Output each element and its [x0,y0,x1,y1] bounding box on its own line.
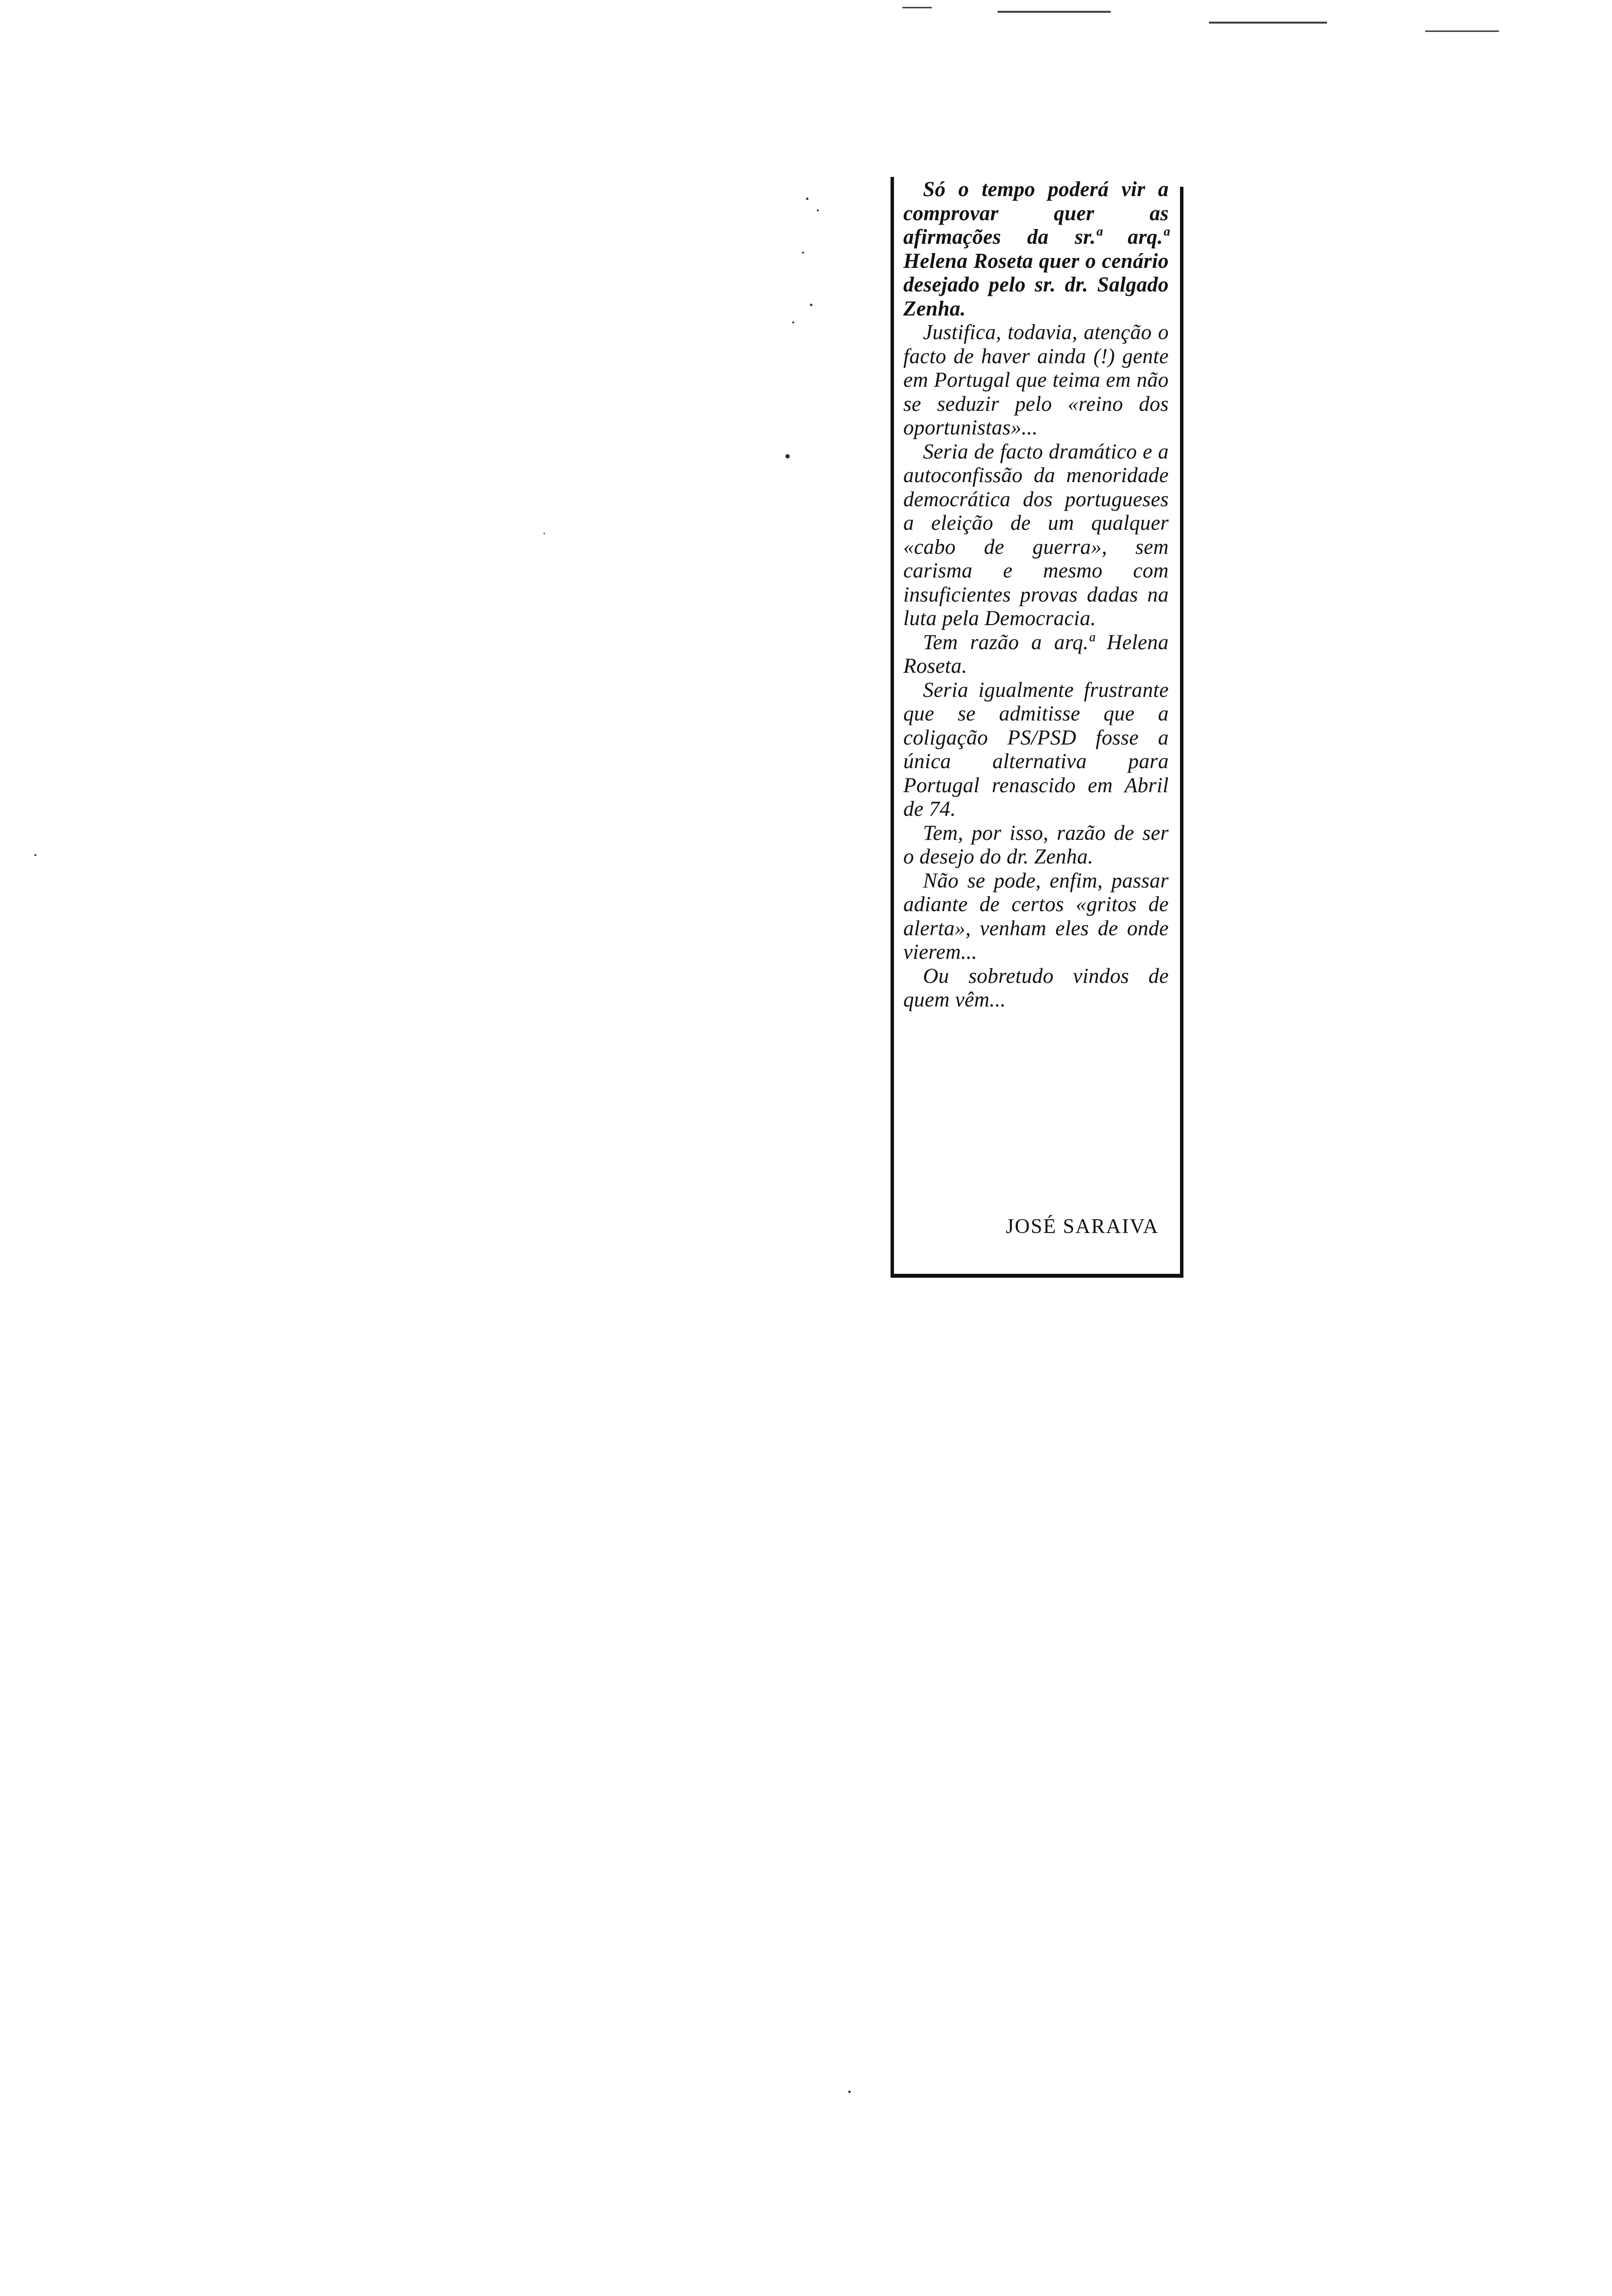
clipping-right-rule [1180,187,1183,1278]
newspaper-clipping [891,177,1183,1278]
scan-artifact-line [902,7,932,8]
article-paragraph: Justifica, todavia, atenção o facto de haver ainda (!) gente em Portugal que teima em não se seduzir pelo «reino dos oportunistas»... [903,321,1169,439]
article-paragraph: Ou sobretudo vindos de quem vêm... [903,964,1169,1011]
article-paragraph: Tem, por isso, razão de ser o desejo do dr. Zenha. [903,821,1169,868]
scan-speck [544,533,545,534]
article-paragraph: Só o tempo poderá vir a comprovar quer as afirmações da sr.ª arq.ª Helena Roseta quer o cenário desejado pelo sr. dr. Salgado Zenha. [903,178,1169,320]
scan-artifact-line [1425,30,1499,32]
scan-speck [34,854,36,856]
scan-speck [802,252,804,254]
article-paragraph: Tem razão a arq.ª Helena Roseta. [903,631,1169,678]
scan-speck [810,304,812,306]
scan-speck [848,2091,851,2093]
article-paragraph: Não se pode, enfim, passar adiante de certos «gritos de alerta», venham eles de onde vierem... [903,869,1169,964]
scan-speck [792,321,794,323]
scan-speck [785,454,790,459]
scan-artifact-line [998,11,1111,13]
scan-speck [817,209,819,211]
clipping-bottom-rule [891,1274,1183,1278]
scan-artifact-line [1209,22,1327,24]
article-column [903,178,1169,1012]
clipping-left-rule [891,177,894,1278]
article-paragraph: Seria de facto dramático e a autoconfissão da menoridade democrática dos portugueses a eleição de um qualquer «cabo de guerra», sem carisma e mesmo com insuficientes provas dadas na luta pela Democracia. [903,440,1169,630]
author-signature: JOSÉ SARAIVA [1006,1215,1159,1238]
scan-speck [806,198,808,200]
article-paragraph: Seria igualmente frustrante que se admitisse que a coligação PS/PSD fosse a única alternativa para Portugal renascido em Abril de 74. [903,678,1169,821]
